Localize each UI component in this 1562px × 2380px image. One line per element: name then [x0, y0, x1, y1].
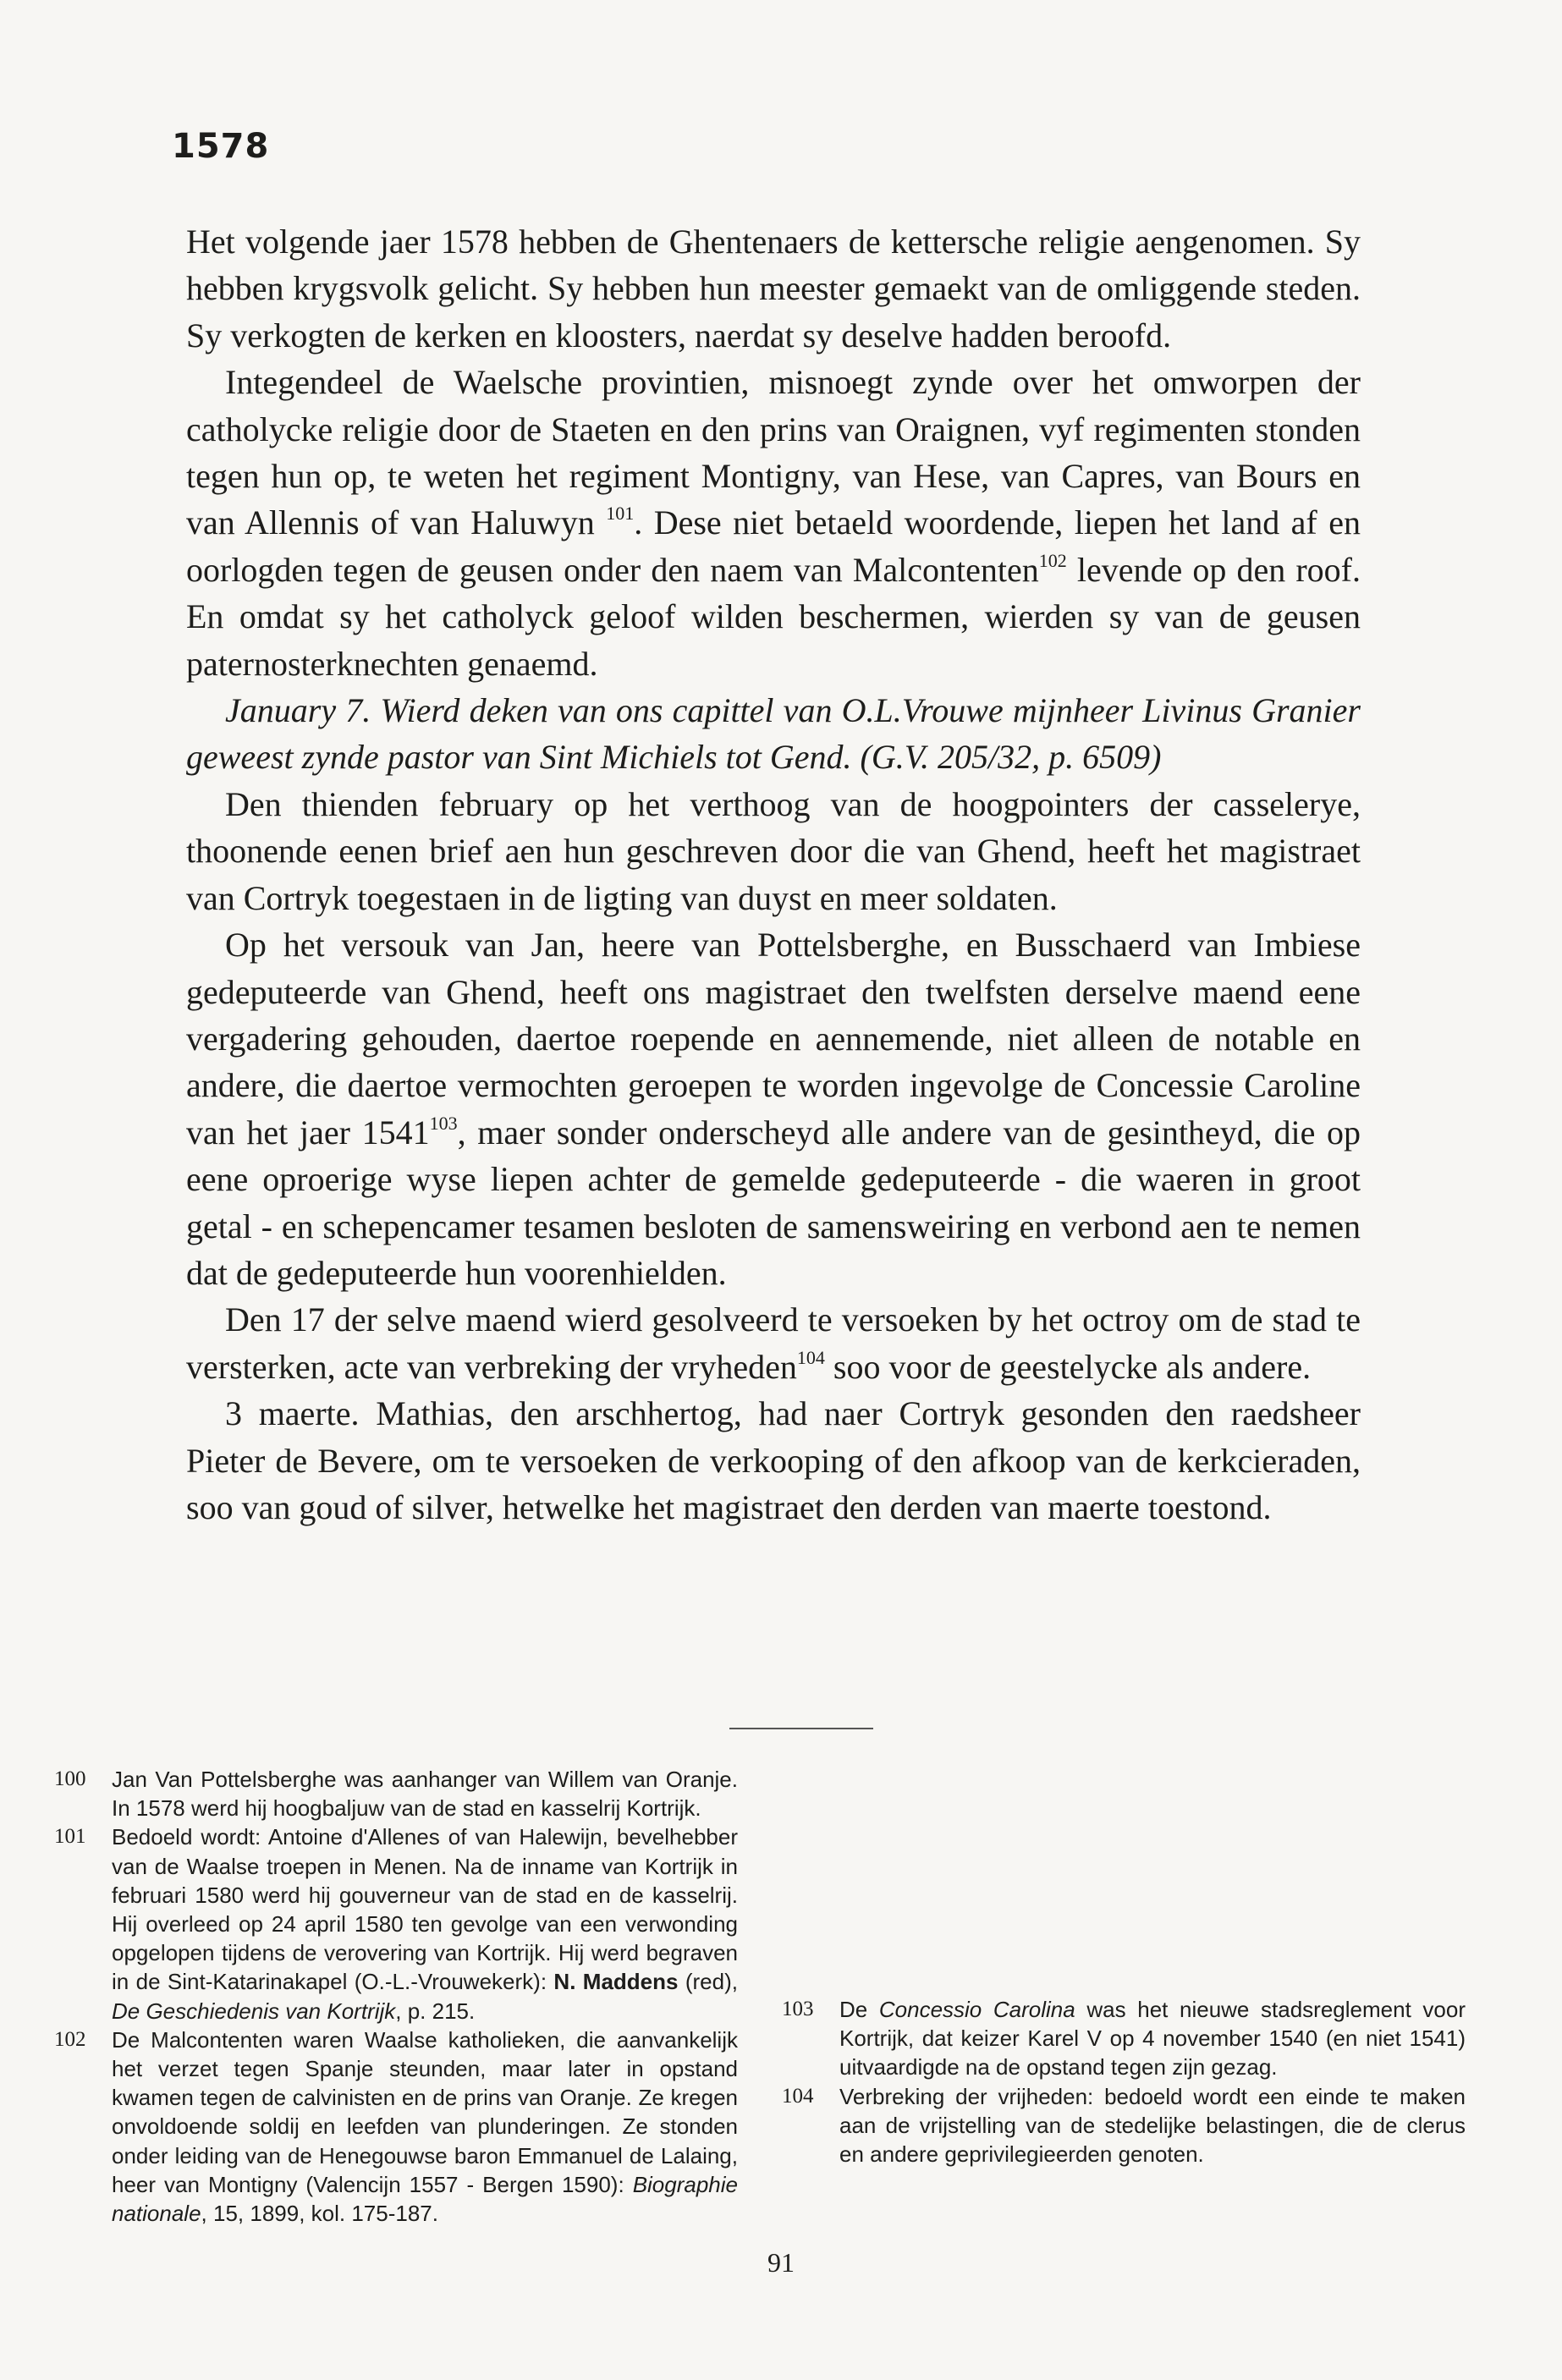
- footnote-text: (red),: [678, 1969, 738, 1995]
- paragraph-6-part-b: soo voor de geestelycke als andere.: [824, 1347, 1312, 1386]
- paragraph-6: [186, 1296, 1361, 1390]
- paragraph-6-part-a: Den 17 der selve maend wierd gesolveerd te versoeken by het octroy om de stad te versterken, acte van verbreking der vryheden: [186, 1300, 1361, 1386]
- footnote-author: N. Maddens: [553, 1969, 679, 1995]
- footnotes-right-column: [782, 1765, 1466, 2168]
- footnote-text: , 15, 1899, kol. 175-187.: [201, 2201, 438, 2227]
- footnote-102: [54, 2025, 738, 2228]
- footnote-text: Bedoeld wordt: Antoine d'Allenes of van Halewijn, bevelhebber van de Waalse troepen in Menen. Na de inname van Kortrijk in februari 1580 werd hij gouverneur van de stad en de kasselrij. Hij overleed op 24 april 1580 ten gevolge van een verwonding opgelopen tijdens de verovering van Kortrijk. Hij werd begraven in de Sint-Katarinakapel (O.-L.-Vrouwekerk):: [112, 1824, 738, 1995]
- footnote-number: 104: [782, 2084, 814, 2108]
- page-number: 91: [767, 2247, 795, 2278]
- footnote-ref-101: 101: [606, 503, 635, 525]
- footnote-103: [782, 1995, 1466, 2082]
- footnote-book-title: De Geschiedenis van Kortrijk: [112, 1998, 396, 2024]
- paragraph-2-part-a: Integendeel de Waelsche provintien, misnoegt zynde over het omworpen der catholycke religie door de Staeten en den prins van Oraignen, vyf regimenten stonden tegen hun op, te weten het regiment Montigny, van Hese, van Capres, van Bours en van Allennis of van Haluwyn: [186, 363, 1361, 542]
- footnote-ref-103: 103: [429, 1112, 458, 1134]
- footnote-title: Concessio Carolina: [878, 1997, 1075, 2022]
- footnote-ref-104: 104: [796, 1346, 825, 1368]
- paragraph-3: January 7. Wierd deken van ons capittel van O.L.Vrouwe mijnheer Livinus Granier geweest zynde pastor van Sint Michiels tot Gend. (G.V. 205/32, p. 6509): [186, 691, 1361, 777]
- footnote-number: 103: [782, 1998, 814, 2020]
- paragraph-5-part-a: Op het versouk van Jan, heere van Pottelsberghe, en Busschaerd van Imbiese gedeputeerde van Ghend, heeft ons magistraet den twelfsten derselve maend eene vergadering gehouden, daertoe roepende en aennemende, niet alleen de notable en andere, die daertoe vermochten geroepen te worden ingevolge de Concessie Caroline van het jaer 1541: [186, 926, 1361, 1152]
- footnote-101: [54, 1822, 738, 2025]
- paragraph-5-part-b: , maer sonder onderscheyd alle andere van de gesintheyd, die op eene oproerige wyse liepen achter de gemelde gedeputeerde - die waeren in groot getal - en schepencamer tesamen besloten de samensweiring en verbond aen te nemen dat de gedeputeerde hun voorenhielden.: [186, 1113, 1361, 1292]
- main-text: [186, 218, 1361, 1531]
- footnote-book-title: Biographie nationale: [112, 2171, 738, 2227]
- footnote-100: [54, 1765, 738, 1822]
- footnote-text: , p. 215.: [395, 1998, 476, 2024]
- footnotes-left-column: [54, 1765, 738, 2228]
- footnote-text: De Malcontenten waren Waalse katholieken, die aanvankelijk het verzet tegen Spanje steunden, maar later in opstand kwamen tegen de calvinisten en de prins van Oranje. Ze kregen onvoldoende soldij en leefden van plunderingen. Ze stonden onder leiding van de Henegouwse baron Emmanuel de Lalaing, heer van Montigny (Valencijn 1557 - Bergen 1590):: [112, 2026, 738, 2197]
- footnote-number: 101: [54, 1825, 86, 1849]
- paragraph-2-part-b: . Dese niet betaeld woordende, liepen het land af en oorlogden tegen de geusen onder den naem van Malcontenten: [186, 503, 1361, 589]
- footnote-104: [782, 2082, 1466, 2169]
- footnote-number: 102: [54, 2027, 86, 2051]
- footnote-ref-102: 102: [1038, 549, 1067, 571]
- footnote-number: 100: [54, 1767, 86, 1790]
- paragraph-4: Den thienden february op het verthoog van de hoogpointers der casselerye, thoonende eenen brief aen hun geschreven door die van Ghend, heeft het magistraet van Cortryk toegestaen in de ligting van duyst en meer soldaten.: [186, 784, 1361, 917]
- paragraph-2: [186, 359, 1361, 687]
- footnote-text: Verbreking der vrijheden: bedoeld wordt een einde te maken aan de vrijstelling van de stedelijke belastingen, die de clerus en andere geprivilegieerden genoten.: [839, 2083, 1466, 2168]
- paragraph-5: [186, 921, 1361, 1296]
- footnote-text: Jan Van Pottelsberghe was aanhanger van Willem van Oranje. In 1578 werd hij hoogbaljuw van de stad en kasselrij Kortrijk.: [112, 1767, 738, 1822]
- paragraph-2-part-c: levende op den roof. En omdat sy het catholyck geloof wilden beschermen, wierden sy van de geusen paternosterknechten genaemd.: [186, 550, 1361, 683]
- footnote-text: was het nieuwe stadsreglement voor Kortrijk, dat keizer Karel V op 4 november 1540 (en niet 1541) uitvaardigde na de opstand tegen zijn gezag.: [839, 1997, 1466, 2080]
- page-header-year: 1578: [172, 127, 270, 166]
- footnote-text: De: [839, 1997, 879, 2022]
- paragraph-1: Het volgende jaer 1578 hebben de Ghentenaers de kettersche religie aengenomen. Sy hebben krygsvolk gelicht. Sy hebben hun meester gemaekt van de omliggende steden. Sy verkogten de kerken en kloosters, naerdat sy deselve hadden beroofd.: [186, 223, 1361, 355]
- footnote-separator: [729, 1728, 873, 1729]
- paragraph-7: 3 maerte. Mathias, den arschhertog, had naer Cortryk gesonden den raedsheer Pieter de Bevere, om te versoeken de verkooping of den afkoop van de kerkcieraden, soo van goud of silver, hetwelke het magistraet den derden van maerte toestond.: [186, 1394, 1361, 1526]
